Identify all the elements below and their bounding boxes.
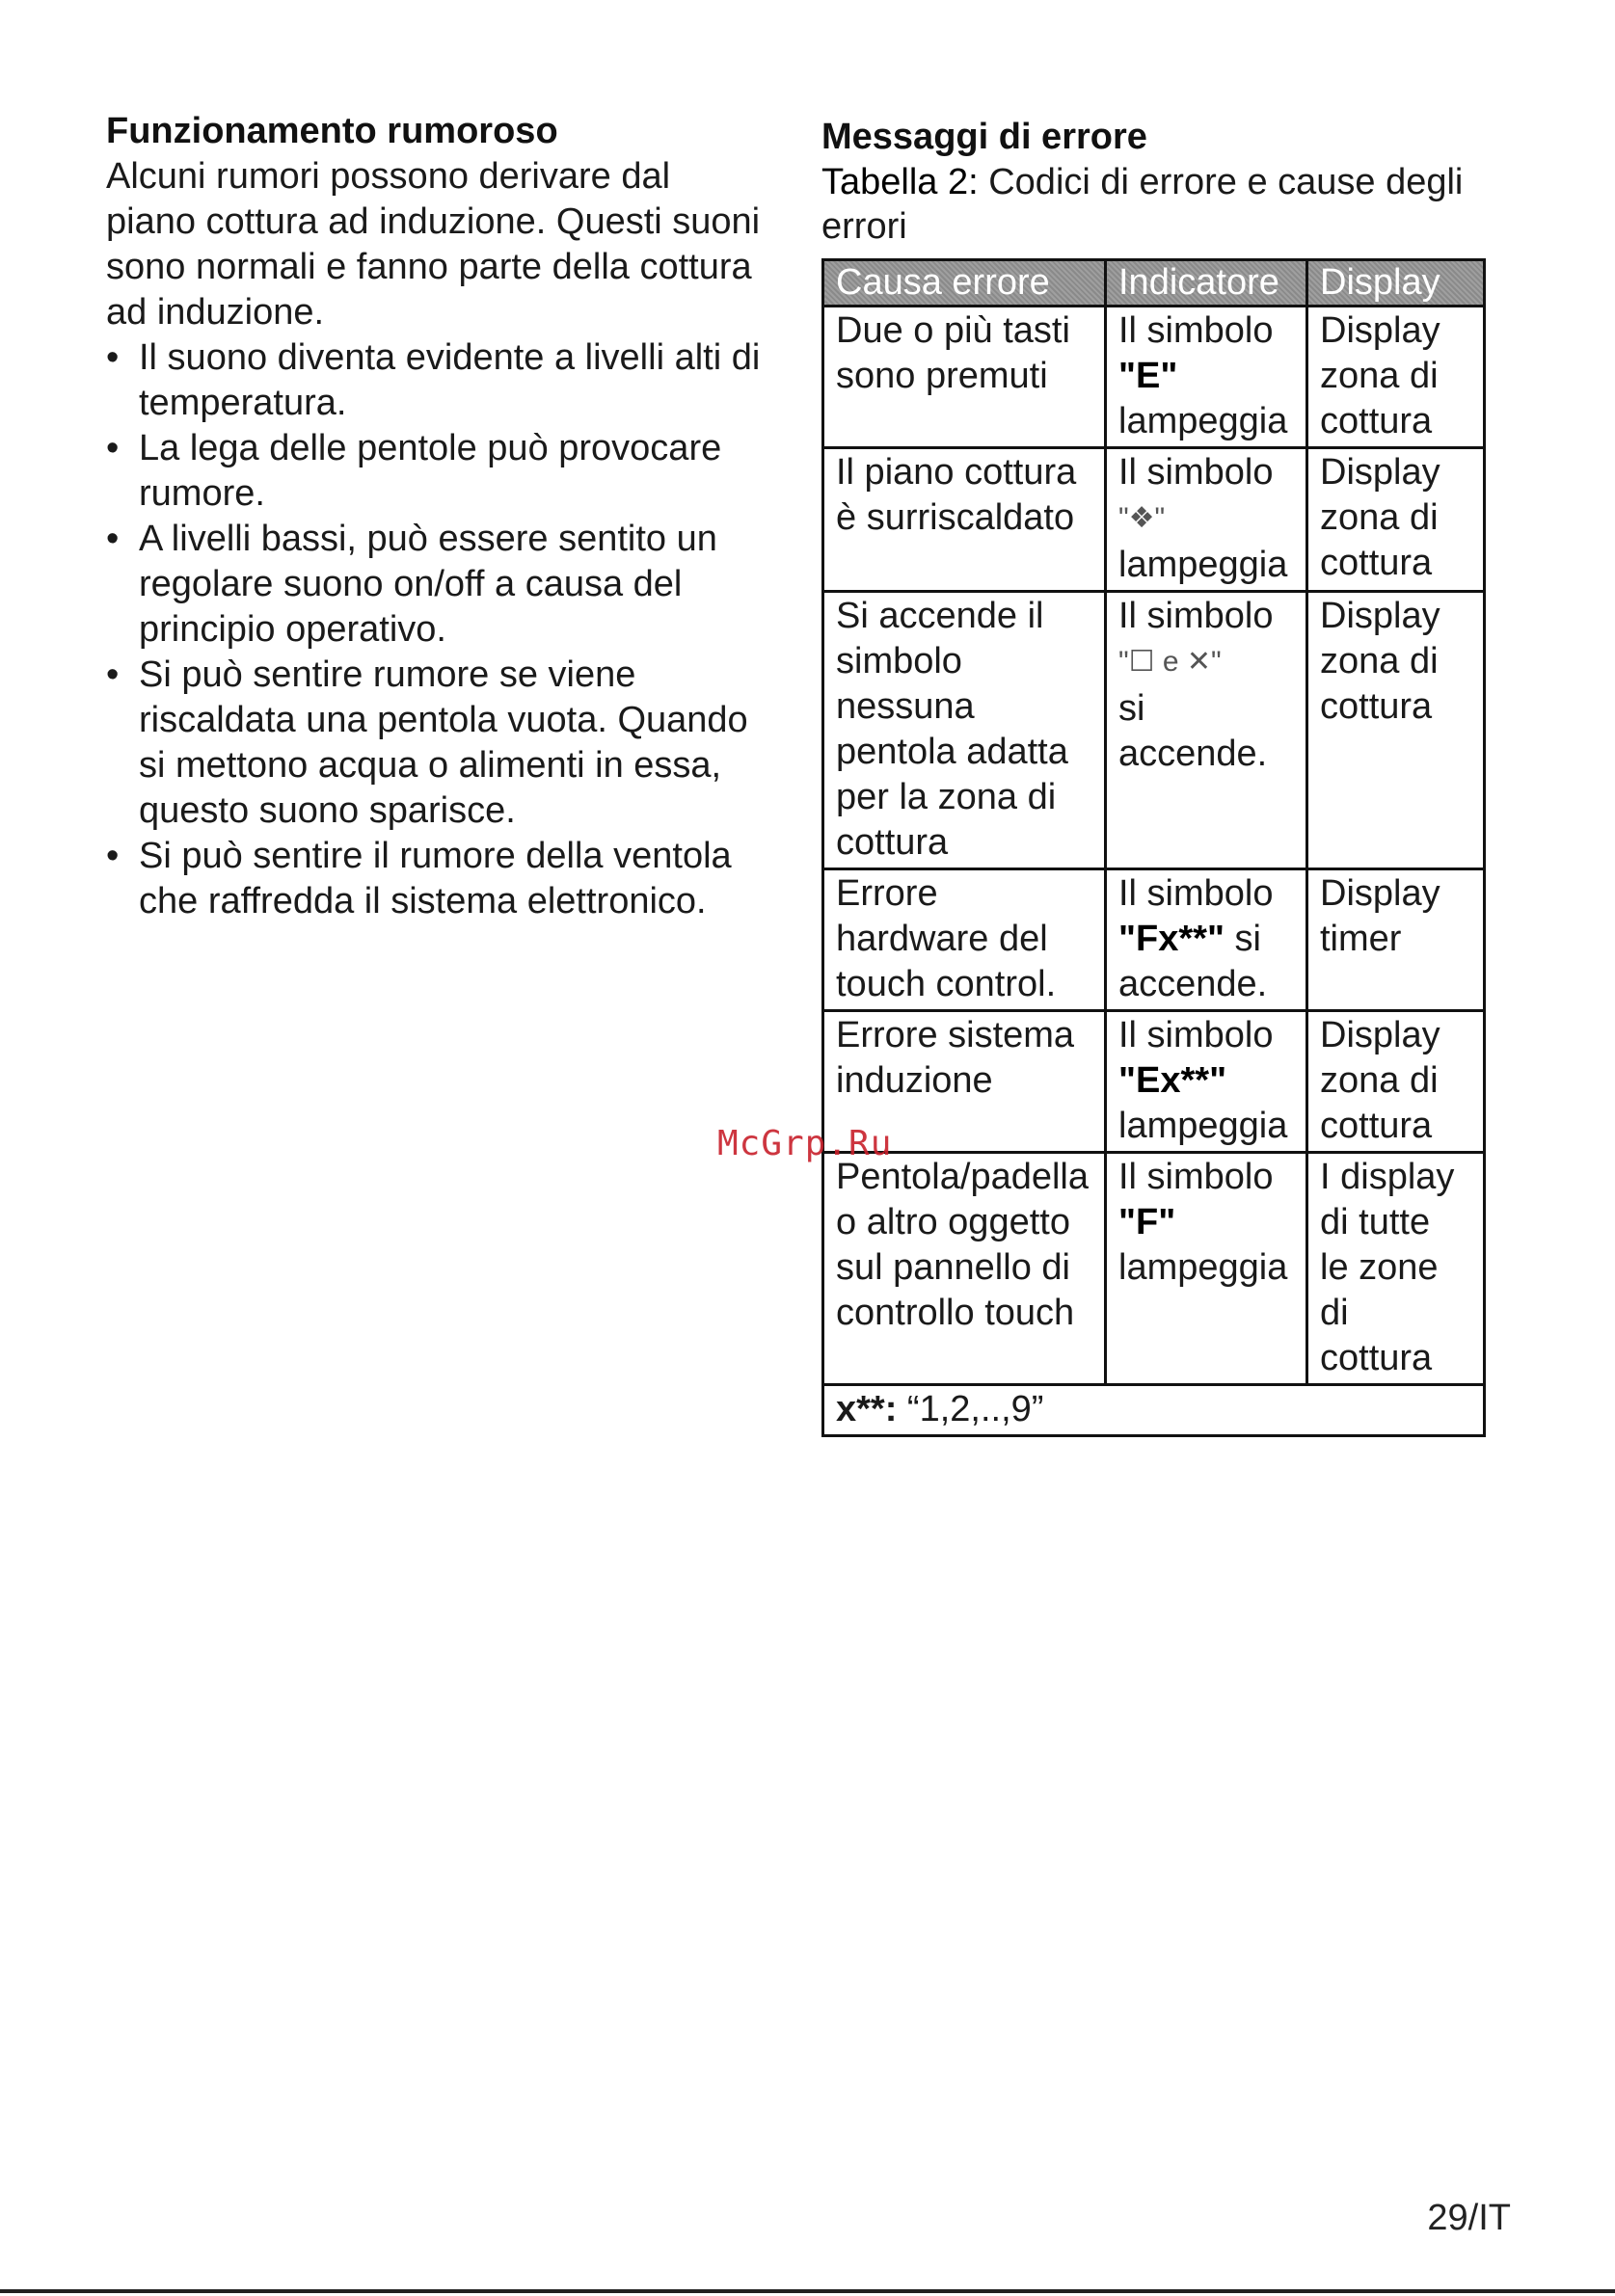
bullet-line: rumore. [139, 473, 265, 514]
cell-display [1307, 592, 1485, 869]
bullet-icon: • [106, 836, 120, 876]
noise-bullet-list [106, 335, 791, 924]
right-column [821, 114, 1516, 1437]
cell-line: Si accende il [836, 596, 1044, 636]
cell-line: zona di [1320, 1060, 1439, 1101]
table-row [823, 1153, 1485, 1385]
error-code: "F" [1118, 1202, 1176, 1242]
cell-line: nessuna [836, 686, 975, 727]
table-row [823, 869, 1485, 1011]
cell-line: zona di [1320, 356, 1439, 396]
bullet-line: Il suono diventa evidente a livelli alti di [139, 337, 761, 378]
section-heading-noise: Funzionamento rumoroso [106, 111, 558, 151]
cell-cause [823, 1153, 1106, 1385]
bullet-line: temperatura. [139, 383, 347, 423]
bullet-line: si mettono acqua o alimenti in essa, [139, 745, 722, 786]
intro-line: Alcuni rumori possono derivare dal [106, 156, 671, 197]
cell-line: cottura [1320, 401, 1433, 441]
cell-line: zona di [1320, 641, 1439, 681]
bullet-line: principio operativo. [139, 609, 446, 650]
cell-display [1307, 1153, 1485, 1385]
cell-line: Display [1320, 1015, 1440, 1055]
table-row [823, 592, 1485, 869]
cell-line: I display [1320, 1157, 1455, 1197]
footnote-key: x**: [836, 1389, 898, 1429]
error-code: "E" [1118, 356, 1178, 396]
cell-line: si [1118, 688, 1145, 729]
table-header-row [823, 260, 1485, 307]
cell-line: cottura [1320, 1338, 1433, 1378]
cell-line: lampeggia [1118, 1106, 1288, 1146]
list-item [106, 653, 791, 834]
bullet-icon: • [106, 654, 120, 695]
cell-line: touch control. [836, 964, 1057, 1004]
cell-line: Display [1320, 310, 1440, 351]
cell-indicator [1106, 1153, 1307, 1385]
cell-line: timer [1320, 919, 1402, 959]
cell-indicator [1106, 448, 1307, 592]
cell-indicator [1106, 307, 1307, 448]
cell-cause [823, 592, 1106, 869]
cell-cause [823, 448, 1106, 592]
cell-line: Errore [836, 873, 938, 914]
table-caption [821, 160, 1516, 249]
cell-line: Due o più tasti [836, 310, 1070, 351]
list-item [106, 517, 791, 653]
cell-cause [823, 307, 1106, 448]
cell-line: Il simbolo [1118, 1015, 1274, 1055]
bullet-icon: • [106, 519, 120, 559]
table-row [823, 448, 1485, 592]
cell-line: o altro oggetto [836, 1202, 1070, 1242]
cell-line: di [1320, 1293, 1349, 1333]
cell-line: accende. [1118, 734, 1268, 774]
intro-paragraph [106, 154, 791, 335]
cell-line: Display [1320, 452, 1440, 493]
bullet-icon: • [106, 337, 120, 378]
header-display: Display [1307, 260, 1485, 307]
cell-line: accende. [1118, 964, 1268, 1004]
header-indicator: Indicatore [1106, 260, 1307, 307]
caption-text: Codici di errore e cause degli [978, 162, 1464, 202]
cell-display [1307, 307, 1485, 448]
cell-display [1307, 869, 1485, 1011]
cell-line: sono premuti [836, 356, 1048, 396]
error-code: "Fx**" [1118, 919, 1225, 959]
cell-display [1307, 1011, 1485, 1153]
watermark: McGrp.Ru [717, 1124, 893, 1163]
bullet-line: questo suono sparisce. [139, 790, 516, 831]
cell-line: lampeggia [1118, 545, 1288, 585]
list-item [106, 426, 791, 517]
cell-line: le zone [1320, 1247, 1439, 1288]
cell-indicator [1106, 592, 1307, 869]
bullet-line: che raffredda il sistema elettronico. [139, 881, 707, 921]
footnote-value: “1,2,..,9” [897, 1389, 1044, 1429]
list-item [106, 335, 791, 426]
page-number: 29/IT [1427, 2198, 1511, 2238]
cell-line: di tutte [1320, 1202, 1431, 1242]
cell-indicator [1106, 869, 1307, 1011]
intro-line: ad induzione. [106, 292, 325, 333]
bullet-line: riscaldata una pentola vuota. Quando [139, 700, 748, 740]
left-column [106, 108, 791, 924]
cell-line: per la zona di [836, 777, 1057, 817]
bullet-line: Si può sentire rumore se viene [139, 654, 636, 695]
cell-line: Il piano cottura [836, 452, 1077, 493]
cell-line: lampeggia [1118, 1247, 1288, 1288]
caption-label: Tabella 2: [821, 162, 979, 202]
cell-line: Il simbolo [1118, 873, 1274, 914]
cell-display [1307, 448, 1485, 592]
list-item [106, 834, 791, 924]
header-cause: Causa errore [823, 260, 1106, 307]
bullet-line: regolare suono on/off a causa del [139, 564, 683, 604]
cell-line: cottura [1320, 1106, 1433, 1146]
cell-line: Display [1320, 873, 1440, 914]
cell-line: è surriscaldato [836, 497, 1075, 538]
bullet-line: Si può sentire il rumore della ventola [139, 836, 732, 876]
no-pan-symbol-icon: "☐ e ✕" [1118, 646, 1222, 678]
cell-line: controllo touch [836, 1293, 1075, 1333]
cell-line: cottura [836, 822, 949, 863]
cell-line: Il simbolo [1118, 452, 1274, 493]
error-codes-table [821, 258, 1486, 1437]
bullet-icon: • [106, 428, 120, 468]
cell-line: Il simbolo [1118, 1157, 1274, 1197]
cell-line: sul pannello di [836, 1247, 1070, 1288]
cell-line: lampeggia [1118, 401, 1288, 441]
cell-line: Pentola/padella [836, 1157, 1089, 1197]
overheat-symbol-icon: "❖" [1118, 502, 1166, 534]
cell-text: si [1224, 919, 1261, 959]
cell-line: Errore sistema [836, 1015, 1075, 1055]
page-bottom-divider [0, 2289, 1615, 2293]
table-footnote-row [823, 1385, 1485, 1436]
intro-line: sono normali e fanno parte della cottura [106, 247, 752, 287]
cell-line: induzione [836, 1060, 993, 1101]
cell-line: pentola adatta [836, 732, 1068, 772]
cell-line: hardware del [836, 919, 1048, 959]
cell-line: cottura [1320, 686, 1433, 727]
cell-line: zona di [1320, 497, 1439, 538]
cell-indicator [1106, 1011, 1307, 1153]
cell-line: Display [1320, 596, 1440, 636]
intro-line: piano cottura ad induzione. Questi suoni [106, 201, 761, 242]
cell-line: cottura [1320, 543, 1433, 583]
cell-line: simbolo [836, 641, 962, 681]
caption-text-cont: errori [821, 206, 907, 247]
cell-cause [823, 869, 1106, 1011]
section-heading-errors: Messaggi di errore [821, 117, 1147, 157]
error-code: "Ex**" [1118, 1060, 1227, 1101]
bullet-line: A livelli bassi, può essere sentito un [139, 519, 717, 559]
bullet-line: La lega delle pentole può provocare [139, 428, 722, 468]
table-row [823, 307, 1485, 448]
footnote-cell [823, 1385, 1485, 1436]
cell-line: Il simbolo [1118, 596, 1274, 636]
table-row [823, 1011, 1485, 1153]
cell-line: Il simbolo [1118, 310, 1274, 351]
